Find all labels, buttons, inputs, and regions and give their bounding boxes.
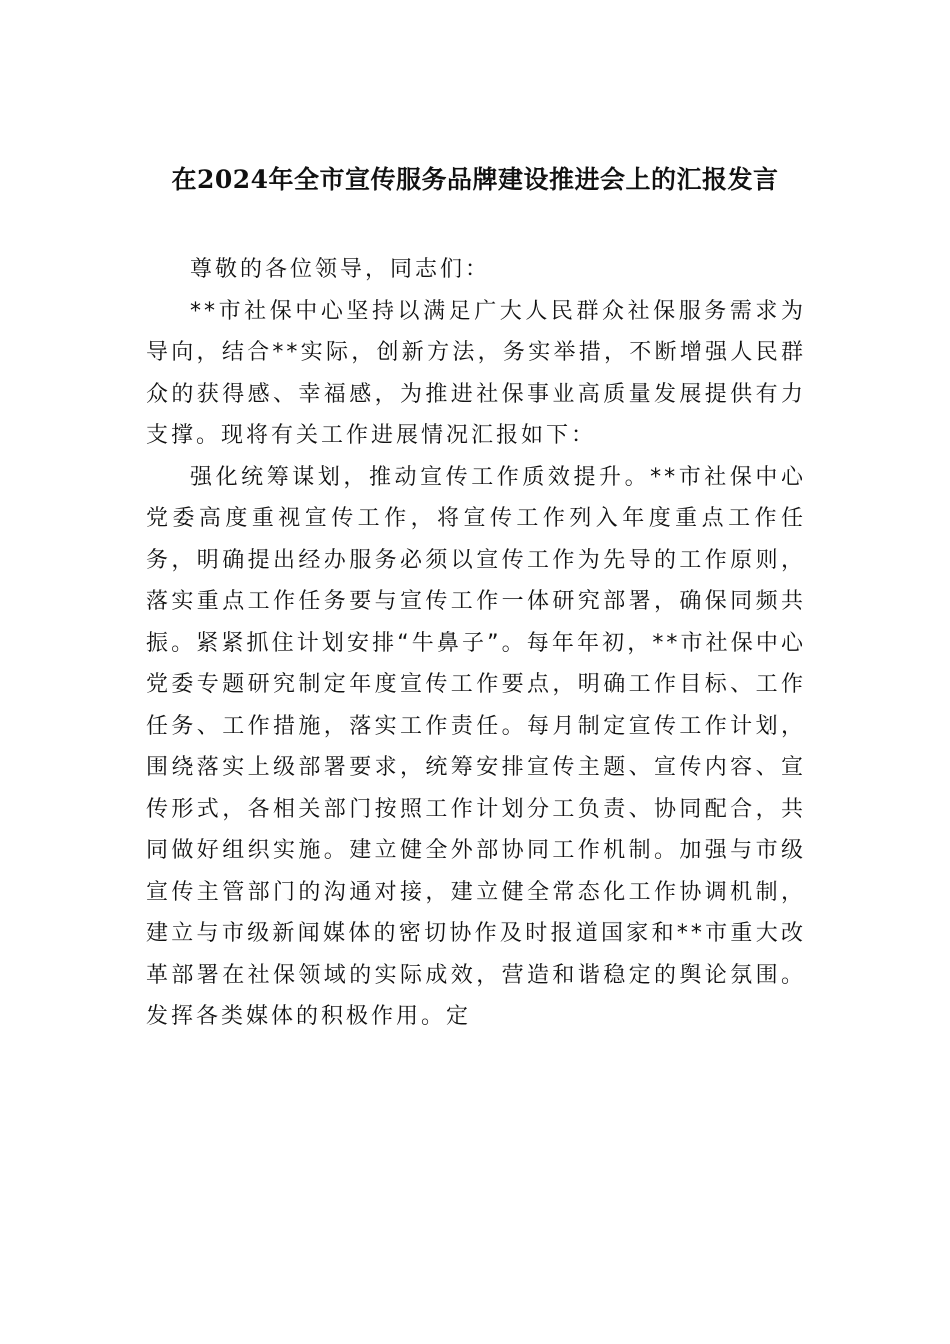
document-body	[146, 249, 806, 1038]
document-title: 在2024年全市宣传服务品牌建设推进会上的汇报发言	[171, 165, 779, 194]
section-paragraph: 强化统筹谋划，推动宣传工作质效提升。**市社保中心党委高度重视宣传工作，将宣传工作列入年度重点工作任务，明确提出经办服务必须以宣传工作为先导的工作原则，落实重点工作任务要与宣传工作一体研究部署，确保同频共振。紧紧抓住计划安排“牛鼻子”。每年年初，**市社保中心党委专题研究制定年度宣传工作要点，明确工作目标、工作任务、工作措施，落实工作责任。每月制定宣传工作计划，围绕落实上级部署要求，统筹安排宣传主题、宣传内容、宣传形式，各相关部门按照工作计划分工负责、协同配合，共同做好组织实施。建立健全外部协同工作机制。加强与市级宣传主管部门的沟通对接，建立健全常态化工作协调机制，建立与市级新闻媒体的密切协作及时报道国家和**市重大改革部署在社保领域的实际成效，营造和谐稳定的舆论氛围。发挥各类媒体的积极作用。定	[146, 464, 806, 1029]
intro-paragraph: **市社保中心坚持以满足广大人民群众社保服务需求为导向，结合**实际，创新方法，务实举措，不断增强人民群众的获得感、幸福感，为推进社保事业高质量发展提供有力支撑。现将有关工作进展情况汇报如下：	[146, 298, 806, 448]
salutation: 尊敬的各位领导，同志们：	[190, 257, 491, 282]
